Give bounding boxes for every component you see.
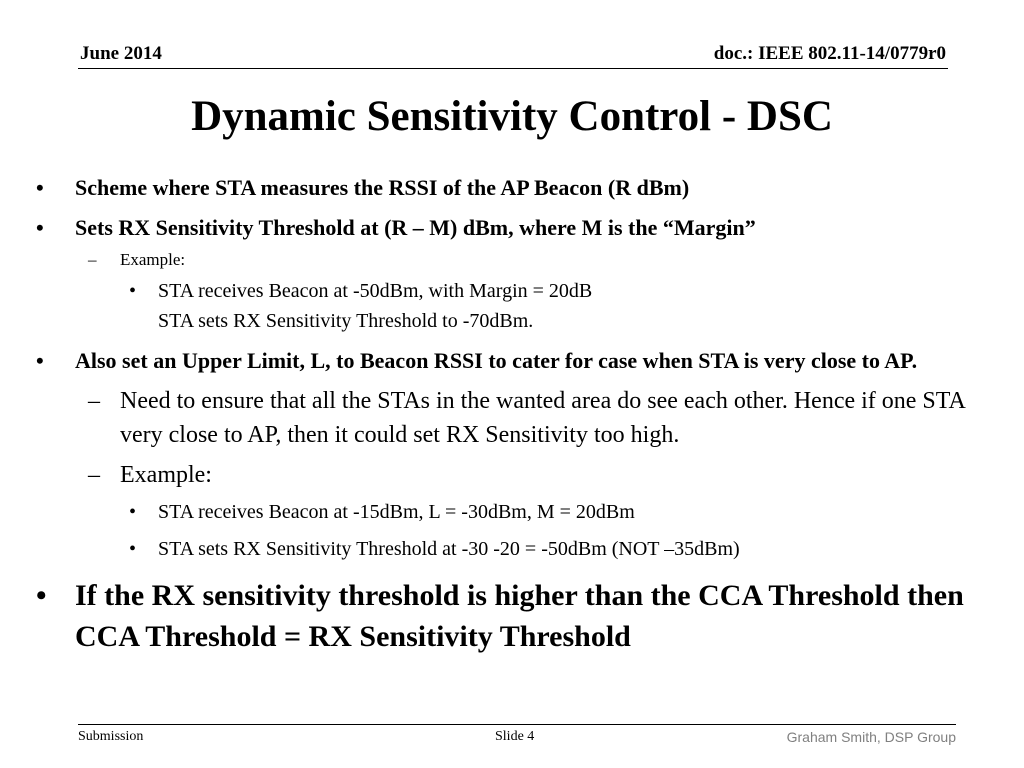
footer-slide-number: Slide 4 xyxy=(495,729,535,744)
sub-bullet-text: Need to ensure that all the STAs in the wanted area do see each other. Hence if one STA very close to AP, then it could set RX Sensitivity too high. xyxy=(120,388,965,448)
sub-sub-bullet-line: STA receives Beacon at -50dBm, with Margin = 20dB xyxy=(158,280,593,302)
sub-sub-bullet-text: STA receives Beacon at -15dBm, L = -30dBm, M = 20dBm xyxy=(158,501,635,523)
sub-sub-bullet-threshold-50 xyxy=(36,534,1006,564)
bullet-text: Sets RX Sensitivity Threshold at (R – M) dBm, where M is the “Margin” xyxy=(75,215,756,240)
bullet-marker: • xyxy=(36,215,44,240)
sub-bullet-text: Example: xyxy=(120,462,212,488)
bullet-marker: • xyxy=(36,348,44,373)
slide-title: Dynamic Sensitivity Control - DSC xyxy=(191,93,833,140)
sub-bullet-example-1 xyxy=(36,247,1006,273)
footer-submission: Submission xyxy=(78,729,144,744)
footer-author: Graham Smith, DSP Group xyxy=(786,729,956,745)
header-date: June 2014 xyxy=(80,43,162,64)
sub-sub-bullet-text: STA sets RX Sensitivity Threshold at -30 -20 = -50dBm (NOT –35dBm) xyxy=(158,538,740,560)
bullet-marker: • xyxy=(129,280,137,302)
sub-sub-bullet-beacon-15 xyxy=(36,497,1006,527)
slide-body xyxy=(36,170,1006,657)
sub-sub-bullet-line: STA sets RX Sensitivity Threshold to -70dBm. xyxy=(158,310,534,332)
bullet-marker: • xyxy=(36,175,44,200)
header-divider xyxy=(78,68,948,69)
bullet-marker: • xyxy=(129,501,137,523)
bullet-cca-threshold xyxy=(36,575,1006,657)
sub-bullet-ensure xyxy=(36,384,1006,452)
bullet-sets-threshold xyxy=(36,211,1006,245)
footer-divider xyxy=(78,724,956,725)
dash-marker: – xyxy=(88,250,97,269)
dash-marker: – xyxy=(88,388,100,414)
sub-bullet-example-2 xyxy=(36,458,1006,492)
sub-sub-bullet-beacon-50 xyxy=(36,276,1006,336)
header-doc-id: doc.: IEEE 802.11-14/0779r0 xyxy=(713,43,946,64)
sub-bullet-text: Example: xyxy=(120,250,186,269)
bullet-text: Also set an Upper Limit, L, to Beacon RSSI to cater for case when STA is very close to AP. xyxy=(75,348,918,373)
bullet-text: If the RX sensitivity threshold is higher than the CCA Threshold then CCA Threshold = RX Sensitivity Threshold xyxy=(75,579,964,653)
bullet-marker: • xyxy=(129,538,137,560)
dash-marker: – xyxy=(88,462,100,488)
bullet-upper-limit xyxy=(36,344,1006,378)
bullet-text: Scheme where STA measures the RSSI of the AP Beacon (R dBm) xyxy=(75,175,690,200)
bullet-marker: • xyxy=(36,579,47,612)
bullet-scheme xyxy=(36,171,1006,205)
